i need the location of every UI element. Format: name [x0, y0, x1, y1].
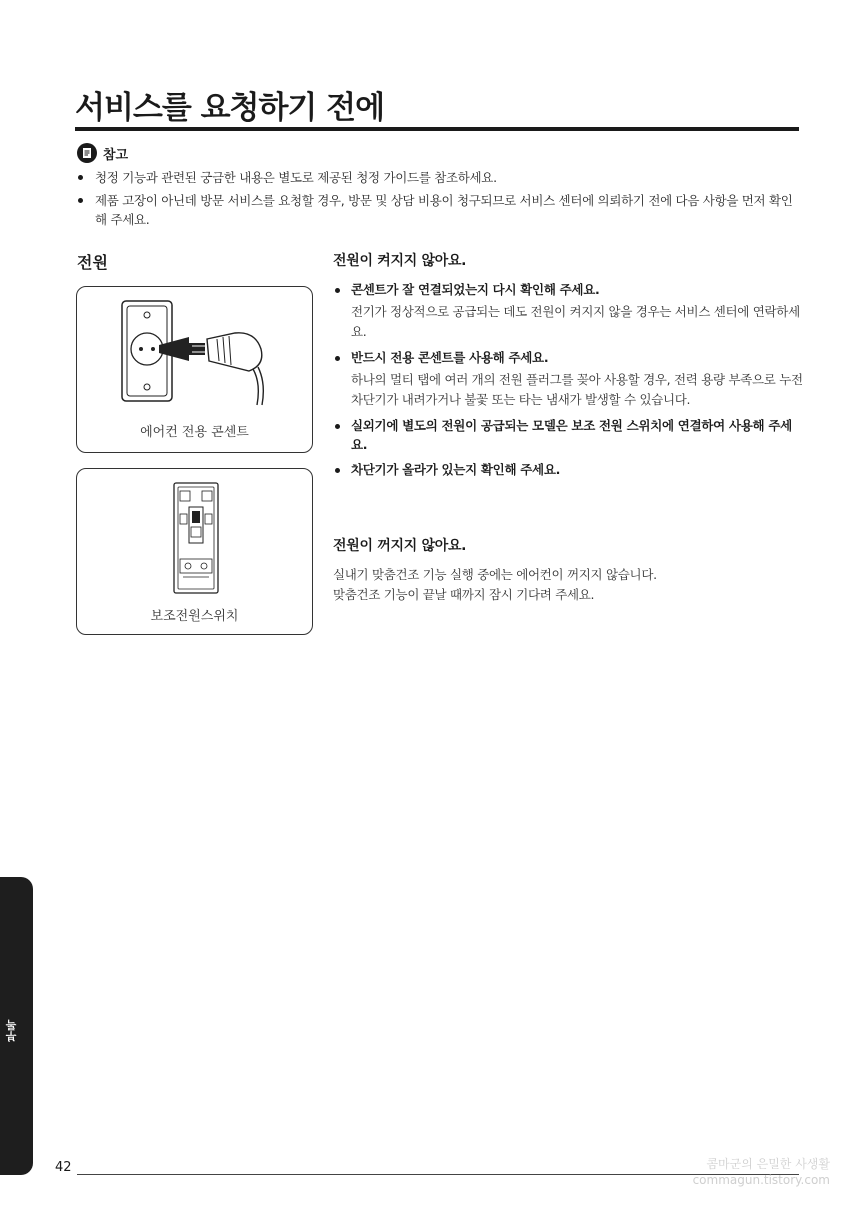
item-description: 전기가 정상적으로 공급되는 데도 전원이 켜지지 않을 경우는 서비스 센터에 연락하세요.: [351, 304, 800, 339]
bullet-icon: [335, 288, 340, 293]
title-divider: [75, 127, 799, 131]
note-label: 참고: [103, 147, 129, 163]
list-item: [333, 280, 803, 342]
page-title: 서비스를 요청하기 전에: [75, 90, 385, 126]
power-off-section: [333, 535, 803, 605]
footer-divider: [77, 1174, 799, 1175]
item-title: 콘센트가 잘 연결되었는지 다시 확인해 주세요.: [351, 282, 600, 297]
list-item: [333, 348, 803, 410]
note-list: [77, 168, 799, 233]
switch-caption: 보조전원스위치: [150, 609, 239, 624]
outlet-illustration-card: [76, 286, 313, 453]
switch-illustration-card: [76, 468, 313, 635]
item-title: 차단기가 올라가 있는지 확인해 주세요.: [351, 462, 561, 477]
bullet-icon: [78, 198, 83, 203]
bullet-icon: [335, 424, 340, 429]
side-tab-label: 부록: [5, 1020, 18, 1042]
section-heading: 전원이 켜지지 않아요.: [333, 253, 467, 269]
note-header: [77, 143, 128, 163]
watermark-line: 콤마군의 은밀한 사생활: [706, 1157, 830, 1171]
list-item: [77, 191, 799, 229]
note-icon: [77, 143, 97, 163]
bullet-icon: [78, 175, 83, 180]
item-title: 반드시 전용 콘센트를 사용해 주세요.: [351, 350, 549, 365]
page-number: 42: [55, 1160, 72, 1175]
list-item: [333, 460, 803, 479]
list-item: [77, 168, 799, 187]
outlet-caption: 에어컨 전용 콘센트: [140, 425, 249, 440]
outlet-plug-icon: [77, 287, 312, 417]
section-heading: 전원이 꺼지지 않아요.: [333, 538, 467, 554]
note-text: 제품 고장이 아닌데 방문 서비스를 요청할 경우, 방문 및 상담 비용이 청구되므로 서비스 센터에 의뢰하기 전에 다음 사항을 먼저 확인해 주세요.: [95, 193, 793, 227]
breaker-switch-icon: [77, 469, 312, 601]
power-heading: 전원: [77, 253, 108, 272]
watermark: [693, 1156, 830, 1188]
bullet-icon: [335, 468, 340, 473]
check-list: [333, 280, 803, 479]
list-item: [333, 416, 803, 454]
watermark-line: commagun.tistory.com: [692, 1173, 830, 1187]
paragraph-line: 맞춤건조 기능이 끝날 때까지 잠시 기다려 주세요.: [333, 587, 595, 602]
power-on-section: [333, 250, 803, 485]
note-text: 청정 기능과 관련된 궁금한 내용은 별도로 제공된 청정 가이드를 참조하세요.: [95, 170, 497, 185]
bullet-icon: [335, 356, 340, 361]
item-description: 하나의 멀티 탭에 여러 개의 전원 플러그를 꽂아 사용할 경우, 전력 용량 부족으로 누전 차단기가 내려가거나 불꽃 또는 타는 냄새가 발생할 수 있습니다.: [351, 372, 803, 407]
item-title: 실외기에 별도의 전원이 공급되는 모델은 보조 전원 스위치에 연결하여 사용해 주세요.: [351, 418, 792, 452]
paragraph-line: 실내기 맞춤건조 기능 실행 중에는 에어컨이 꺼지지 않습니다.: [333, 567, 657, 582]
